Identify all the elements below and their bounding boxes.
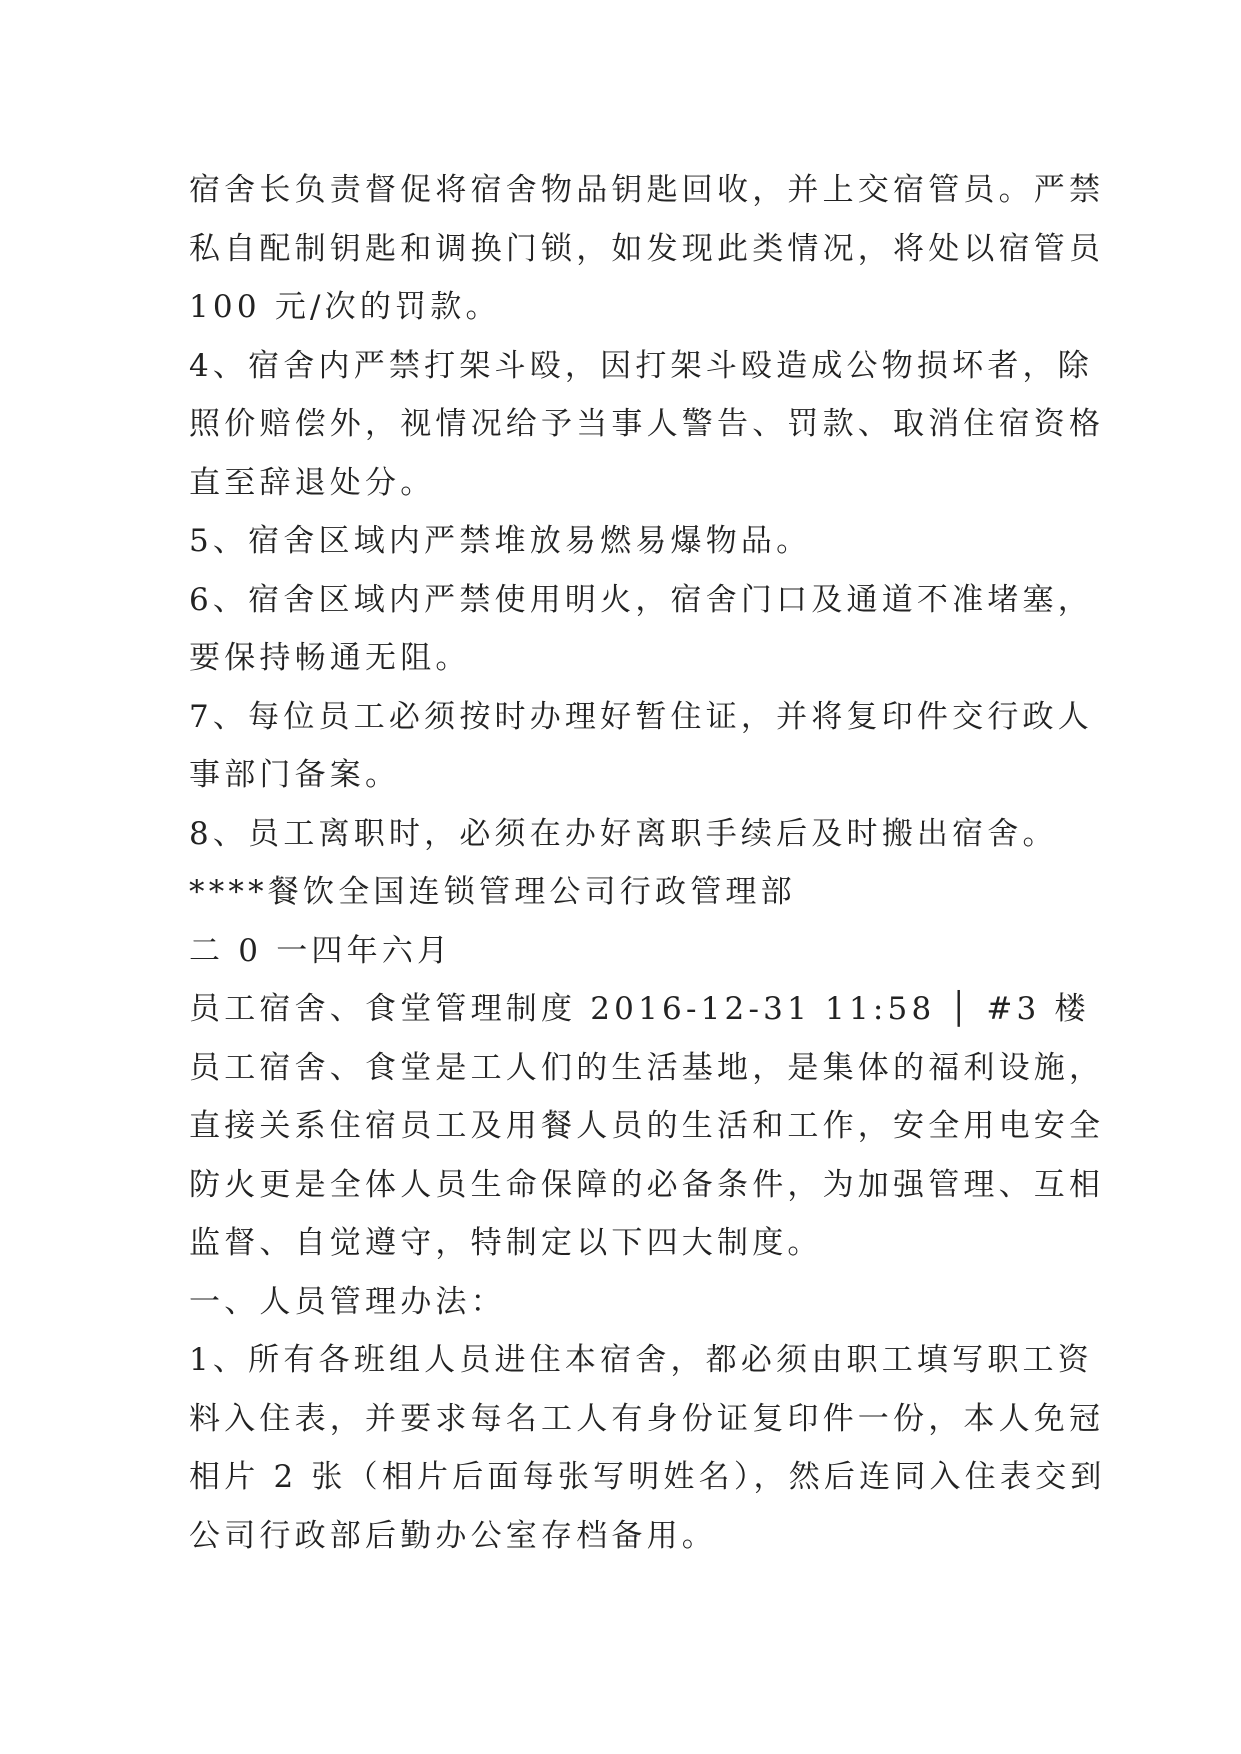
signature-line: ****餐饮全国连锁管理公司行政管理部 [189, 874, 796, 910]
text-line: 宿舍长负责督促将宿舍物品钥匙回收，并上交宿管员。严禁 [189, 172, 1105, 208]
text-line: 私自配制钥匙和调换门锁，如发现此类情况，将处以宿管员 [189, 230, 1105, 267]
text-line: 员工宿舍、食堂是工人们的生活基地，是集体的福利设施， [189, 1049, 1105, 1086]
text-line: 7、每位员工必须按时办理好暂住证，并将复印件交行政人 [189, 698, 1093, 735]
text-line: 直接关系住宿员工及用餐人员的生活和工作，安全用电安全 [189, 1108, 1105, 1144]
text-line: 照价赔偿外，视情况给予当事人警告、罚款、取消住宿资格 [189, 406, 1105, 442]
document-body [189, 161, 1106, 1565]
text-line: 100 元/次的罚款。 [189, 289, 501, 325]
text-line: 直至辞退处分。 [189, 464, 436, 501]
date-line: 二 0 一四年六月 [189, 932, 453, 969]
text-line: 要保持畅通无阻。 [189, 640, 471, 676]
text-line: 防火更是全体人员生命保障的必备条件，为加强管理、互相 [189, 1166, 1105, 1203]
text-line: 监督、自觉遵守，特制定以下四大制度。 [189, 1225, 823, 1261]
text-line: 5、宿舍区域内严禁堆放易燃易爆物品。 [189, 523, 812, 559]
subsection-heading: 一、人员管理办法： [189, 1283, 506, 1320]
text-line: 公司行政部后勤办公室存档备用。 [189, 1517, 717, 1554]
text-line: 1、所有各班组人员进住本宿舍，都必须由职工填写职工资 [189, 1342, 1093, 1378]
text-line: 相片 2 张（相片后面每张写明姓名），然后连同入住表交到 [189, 1459, 1106, 1495]
text-line: 6、宿舍区域内严禁使用明火，宿舍门口及通道不准堵塞， [189, 581, 1093, 618]
section-heading: 员工宿舍、食堂管理制度 2016-12-31 11:58 │ #3 楼 [189, 991, 1090, 1027]
text-line: 料入住表，并要求每名工人有身份证复印件一份，本人免冠 [189, 1400, 1105, 1437]
text-line: 8、员工离职时，必须在办好离职手续后及时搬出宿舍。 [189, 815, 1058, 852]
text-line: 事部门备案。 [189, 757, 401, 793]
text-line: 4、宿舍内严禁打架斗殴，因打架斗殴造成公物损坏者，除 [189, 347, 1093, 384]
